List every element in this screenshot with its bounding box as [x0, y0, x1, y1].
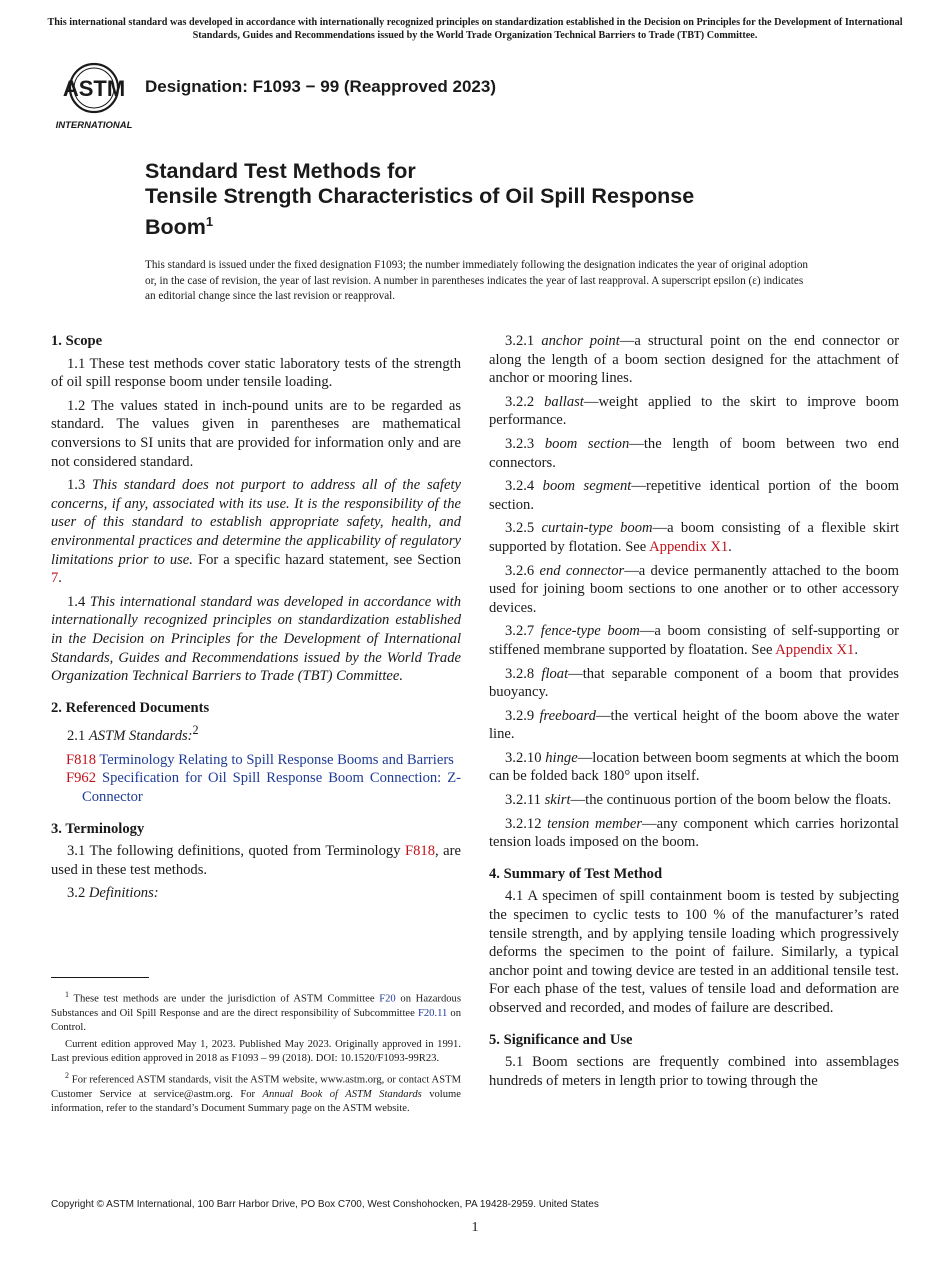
para-1-3-num: 1.3 [67, 477, 93, 494]
para-4-1: 4.1 A specimen of spill containment boom is tested by subjecting the specimen to cyclic tests to 100 % of the manufacturer’s rated tensile strength, and by applying tensile loading which progressively deforms the specimen to the point of failure. Similarly, a typical anchor point and towing device are tested in an additional tensile test. For each phase of the test, values of tensile load and deformation are observed and recorded, and modes of failure are described. [489, 888, 899, 1016]
definition-text: —the length of boom between two end connectors. [489, 435, 900, 471]
definition-number: 3.2.2 [505, 393, 545, 410]
definition-number: 3.2.9 [505, 707, 540, 724]
definition-term: skirt [544, 792, 571, 809]
title-line-2: Tensile Strength Characteristics of Oil Spill Response [145, 184, 695, 208]
definition-number: 3.2.1 [505, 333, 542, 349]
para-1-3 [51, 476, 461, 588]
definition-text: —location between boom segments at which the boom can be folded back 180° upon itself. [489, 749, 899, 785]
para-1-4-num: 1.4 [67, 593, 90, 610]
designation: Designation: F1093 − 99 (Reapproved 2023) [145, 77, 496, 96]
reference-f962[interactable] [51, 769, 461, 806]
logo-top-text: ASTM [62, 76, 126, 101]
section-3-heading: 3. Terminology [51, 820, 145, 837]
para-2-1-num: 2.1 [67, 728, 89, 745]
definition-number: 3.2.11 [505, 792, 545, 809]
astm-logo [52, 56, 136, 132]
definition-term: ballast [544, 393, 584, 410]
definition-item [489, 749, 899, 786]
definition-term: boom section [544, 435, 630, 452]
para-2-1 [51, 721, 461, 745]
definition-item [489, 791, 899, 810]
definition-item [489, 393, 899, 430]
definition-item [489, 622, 899, 659]
appendix-link[interactable]: Appendix X1 [649, 538, 729, 555]
definition-item [489, 665, 899, 702]
definition-item [489, 435, 899, 472]
definition-item [489, 519, 899, 556]
definition-text: —repetitive identical portion of the boom section. [489, 478, 899, 513]
footnote-1 [51, 988, 461, 1035]
reference-title[interactable]: Specification for Oil Spill Response Boom Connection: Z-Connector [82, 770, 461, 805]
section-4-heading: 4. Summary of Test Method [489, 865, 663, 882]
definition-number: 3.2.7 [505, 623, 541, 640]
definitions-list [489, 332, 899, 852]
title-footnote-mark: 1 [205, 214, 214, 229]
definition-term: boom segment [542, 478, 632, 495]
reference-f818[interactable] [51, 751, 461, 770]
definition-end: . [728, 538, 732, 555]
definition-text: —a structural point on the end connector or along the length of a boom section designed for the attachment of anchor or mooring lines. [489, 333, 899, 387]
appendix-link[interactable]: Appendix X1 [775, 641, 855, 658]
reference-code[interactable]: F962 [66, 770, 97, 787]
para-3-1-text: 3.1 The following definitions, quoted from Terminology [67, 843, 406, 860]
definition-term: hinge [545, 749, 578, 766]
definition-number: 3.2.10 [505, 749, 546, 766]
section-2-heading: 2. Referenced Documents [51, 699, 210, 716]
logo-bottom-text: INTERNATIONAL [55, 120, 133, 131]
f818-link[interactable]: F818 [405, 843, 436, 860]
page-title [145, 159, 845, 240]
reference-code[interactable]: F818 [66, 751, 97, 768]
definition-text: —a boom consisting of a flexible skirt supported by flotation. See [489, 520, 900, 555]
left-column [51, 332, 461, 908]
para-3-1 [51, 842, 461, 879]
issued-note: This standard is issued under the fixed designation F1093; the number immediately following the designation indicates the year of original adoption or, in the case of revision, the year of last revision. A number in parentheses indicates the year of last reapproval. A superscript epsilon (ε) indicates an editorial change since the last revision or reapproval. [145, 259, 809, 302]
definition-item [489, 562, 899, 618]
para-1-4 [51, 593, 461, 686]
footnote-1-edition: Current edition approved May 1, 2023. Published May 2023. Originally approved in 1991. Last previous edition approved in 2018 as F1093 – 99 (2018). DOI: 10.1520/F1093-99R23. [51, 1038, 461, 1064]
f20-11-link[interactable]: F20.11 [417, 1007, 448, 1019]
definition-number: 3.2.4 [505, 478, 543, 495]
copyright-notice: Copyright © ASTM International, 100 Barr Harbor Drive, PO Box C700, West Conshohocken, PA 19428-2959. United States [51, 1199, 599, 1210]
definition-text: —a device permanently attached to the boom used for joining boom sections to one another or to other accessory devices. [489, 562, 899, 616]
footnote-1-text-a: These test methods are under the jurisdiction of ASTM Committee [69, 993, 380, 1005]
footnotes [51, 988, 461, 1119]
footnote-2 [51, 1069, 461, 1116]
para-1-3-tail: For a specific hazard statement, see Section [192, 551, 461, 568]
footnote-1-mark: 1 [65, 990, 69, 999]
definition-term: float [541, 665, 569, 682]
footnote-1-text-c: on Control. [51, 1007, 461, 1033]
definition-term: end connector [539, 562, 625, 579]
para-1-4-italic: This international standard was developed in accordance with internationally recognized principles on standardization established in the Decision on Principles for the Development of International Standards, Guides and Recommendations issued by the World Trade Organization Technical Barriers to Trade (TBT) Committee. [51, 593, 462, 685]
definition-item [489, 477, 899, 514]
definition-term: curtain-type boom [541, 520, 653, 537]
para-3-2-italic: Definitions: [88, 885, 159, 902]
definition-text: —the continuous portion of the boom below the floats. [570, 792, 892, 809]
definition-term: tension member [547, 815, 643, 832]
definition-text: —the vertical height of the boom above the water line. [489, 707, 899, 743]
definition-number: 3.2.6 [505, 562, 540, 579]
section-5-heading: 5. Significance and Use [489, 1031, 633, 1048]
definition-text: —any component which carries horizontal tension loads imposed on the boom. [489, 815, 899, 851]
definition-item [489, 332, 899, 388]
definition-number: 3.2.5 [505, 520, 542, 537]
footnote-1-text-b: on Hazardous Substances and Oil Spill Response and are the direct responsibility of Subcommittee [51, 993, 461, 1019]
para-5-1: 5.1 Boom sections are frequently combined into assemblages hundreds of meters in length prior to towing through the [489, 1054, 899, 1089]
footnote-2-italic: Annual Book of ASTM Standards [262, 1088, 422, 1100]
definition-term: fence-type boom [540, 623, 640, 640]
reference-title[interactable]: Terminology Relating to Spill Response Booms and Barriers [96, 751, 454, 768]
footnote-divider [51, 977, 149, 978]
para-3-2-num: 3.2 [67, 885, 89, 902]
para-2-1-italic: ASTM Standards: [88, 728, 193, 745]
definition-item [489, 707, 899, 744]
para-1-3-end: . [58, 570, 62, 587]
definition-number: 3.2.12 [505, 815, 548, 832]
definition-term: anchor point [541, 333, 620, 349]
footnote-2-text-b: volume information, refer to the standard’s Document Summary page on the ASTM website. [51, 1088, 461, 1114]
section-1-heading: 1. Scope [51, 333, 103, 349]
page-number: 1 [471, 1220, 479, 1235]
para-1-2: 1.2 The values stated in inch-pound units are to be regarded as standard. The values given in parentheses are mathematical conversions to SI units that are provided for information only and are not considered standard. [51, 397, 461, 470]
footnote-2-mark: 2 [65, 1071, 69, 1080]
f20-link[interactable]: F20 [379, 993, 396, 1005]
definition-term: freeboard [539, 707, 596, 724]
para-3-1-end: , are used in these test methods. [51, 843, 461, 878]
right-column [489, 332, 899, 1095]
definition-number: 3.2.3 [505, 435, 545, 452]
top-notice: This international standard was developed in accordance with internationally recognized principles on standardization established in the Decision on Principles for the Development of International Standards, Guides and Recommendations issued by the World Trade Organization Technical Barriers to Trade (TBT) Committee. [47, 17, 903, 41]
para-3-2 [51, 884, 461, 903]
section-7-link[interactable]: 7 [51, 570, 59, 587]
footnote-2-text-a: For referenced ASTM standards, visit the ASTM website, www.astm.org, or contact ASTM Customer Service at service@astm.org. For [51, 1074, 461, 1100]
definition-number: 3.2.8 [505, 665, 542, 682]
title-line-1: Standard Test Methods for [145, 159, 416, 183]
para-1-1: 1.1 These test methods cover static laboratory tests of the strength of oil spill response boom under tensile loading. [51, 355, 461, 391]
para-1-3-italic: This standard does not purport to address all of the safety concerns, if any, associated with its use. It is the responsibility of the user of this standard to establish appropriate safety, health, and environmental practices and determine the applicability of regulatory limitations prior to use. [51, 477, 461, 568]
para-2-1-sup: 2 [192, 723, 199, 738]
definition-text: —weight applied to the skirt to improve boom performance. [489, 393, 899, 429]
definition-text: —a boom consisting of self-supporting or stiffened membrane supported by floatation. See [489, 623, 900, 658]
definition-text: —that separable component of a boom that provides buoyancy. [489, 665, 899, 701]
title-line-3: Boom [145, 215, 206, 240]
definition-end: . [854, 641, 858, 658]
definition-item [489, 815, 899, 852]
